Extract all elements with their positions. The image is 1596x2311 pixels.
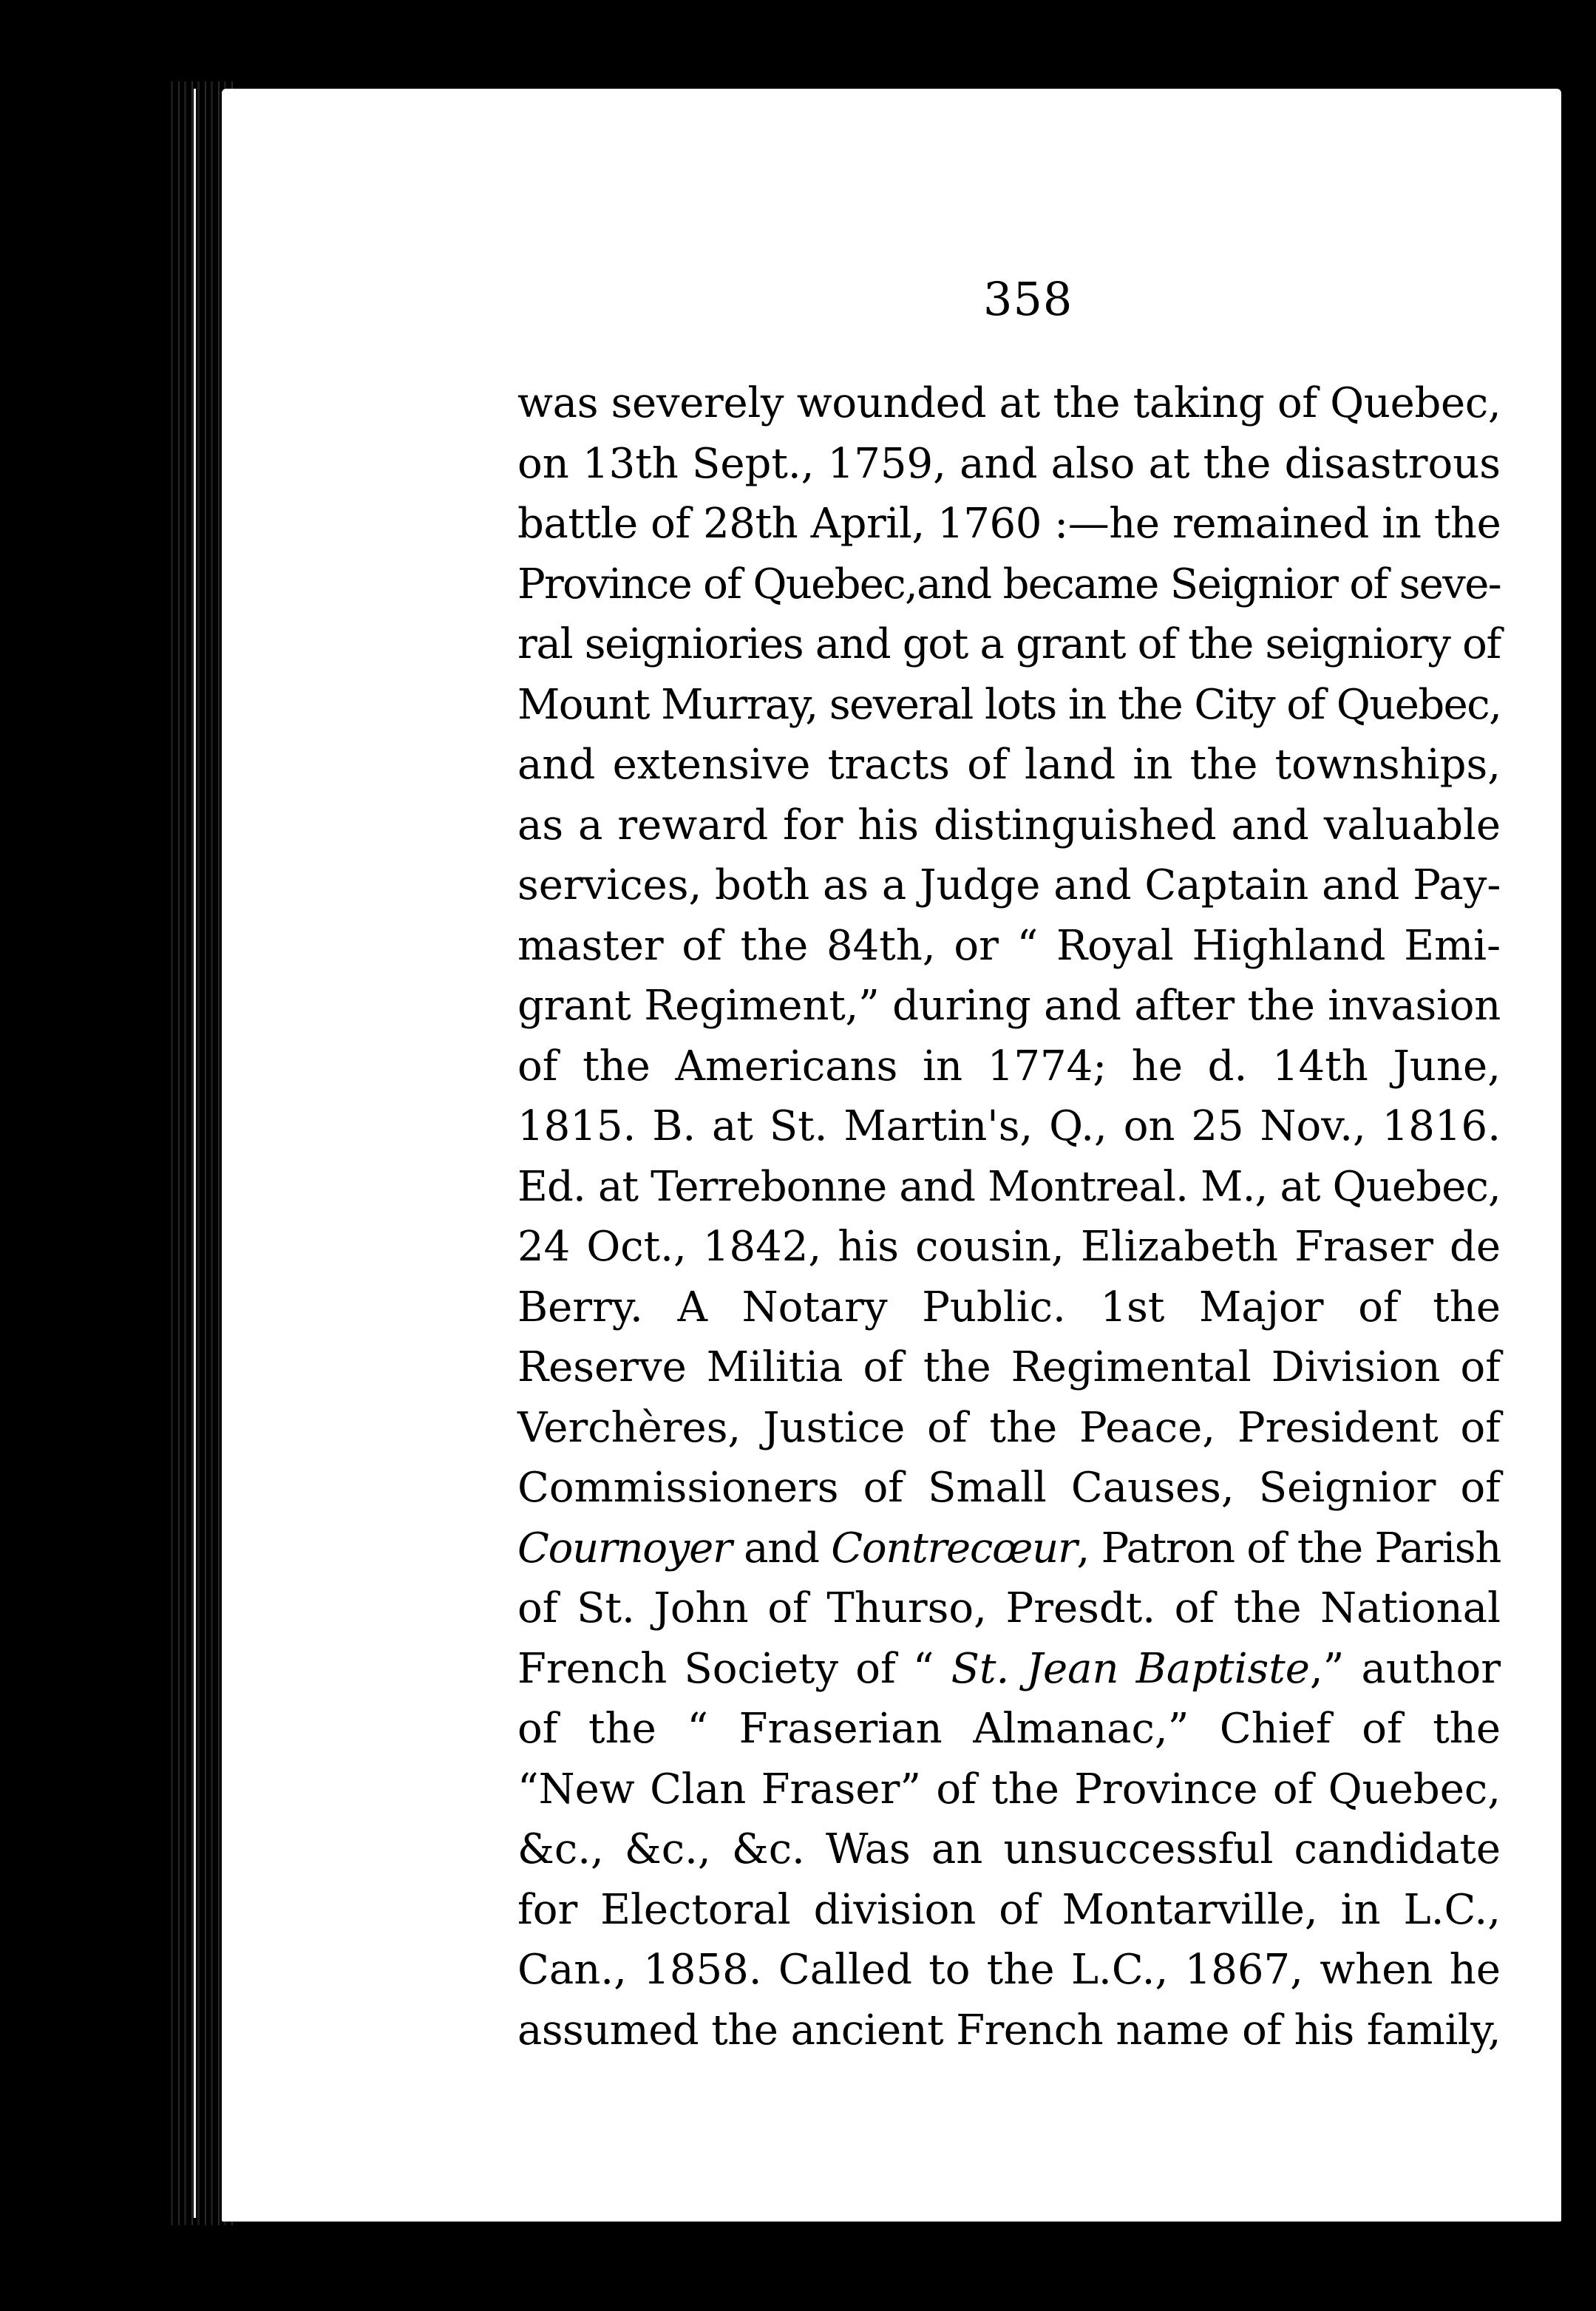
text-line: Commissioners of Small Causes, Seignior of — [517, 1464, 1501, 1512]
text-line: was severely wounded at the taking of Quebec, — [517, 379, 1501, 427]
text-line: services, both as a Judge and Captain and Pay- — [517, 861, 1501, 909]
page-number: 358 — [983, 272, 1073, 326]
text-line: assumed the ancient French name of his family, — [517, 2006, 1501, 2054]
text-span: and — [731, 1524, 832, 1572]
text-line — [517, 1518, 1501, 1579]
text-line: 24 Oct., 1842, his cousin, Elizabeth Fraser de — [517, 1223, 1501, 1271]
text-line: Reserve Militia of the Regimental Division of — [517, 1343, 1501, 1391]
text-line: on 13th Sept., 1759, and also at the disastrous — [517, 439, 1501, 488]
text-line: ral seigniories and got a grant of the seigniory of — [517, 620, 1501, 668]
text-line: Mount Murray, several lots in the City of Quebec, — [517, 680, 1501, 729]
body-text — [517, 373, 1501, 2060]
text-line: master of the 84th, or “ Royal Highland Emi- — [517, 921, 1501, 970]
text-line: Province of Quebec,and became Seignior of seve- — [517, 560, 1501, 608]
text-line — [517, 1639, 1501, 1700]
text-line: battle of 28th April, 1760 :—he remained in the — [517, 500, 1501, 548]
text-line: Verchères, Justice of the Peace, President of — [517, 1403, 1501, 1452]
text-span: French Society of “ — [517, 1644, 951, 1693]
text-line: 1815. B. at St. Martin's, Q., on 25 Nov., 1816. — [517, 1102, 1501, 1150]
text-line: and extensive tracts of land in the townships, — [517, 741, 1501, 789]
text-line: Ed. at Terrebonne and Montreal. M., at Quebec, — [517, 1162, 1501, 1211]
text-line: for Electoral division of Montarville, in L.C., — [517, 1885, 1501, 1934]
text-line: “New Clan Fraser” of the Province of Quebec, — [517, 1765, 1501, 1813]
text-span: , Patron of the Parish — [1076, 1524, 1501, 1572]
text-line: &c., &c., &c. Was an unsuccessful candidate — [517, 1825, 1501, 1873]
spine-edge-line — [194, 89, 196, 2218]
italic-name: Cournoyer — [517, 1524, 732, 1572]
text-line: of the “ Fraserian Almanac,” Chief of the — [517, 1705, 1501, 1753]
text-line: Can., 1858. Called to the L.C., 1867, when he — [517, 1946, 1501, 1994]
text-line: of St. John of Thurso, Presdt. of the National — [517, 1584, 1501, 1632]
italic-name: St. Jean Baptiste — [951, 1644, 1310, 1693]
italic-name: Contrecœur — [831, 1524, 1077, 1572]
text-line: as a reward for his distinguished and valuable — [517, 801, 1501, 849]
text-span: ,” author — [1309, 1644, 1501, 1693]
text-line: grant Regiment,” during and after the invasion — [517, 982, 1501, 1030]
text-line: of the Americans in 1774; he d. 14th June, — [517, 1042, 1501, 1090]
text-line: Berry. A Notary Public. 1st Major of the — [517, 1283, 1501, 1331]
